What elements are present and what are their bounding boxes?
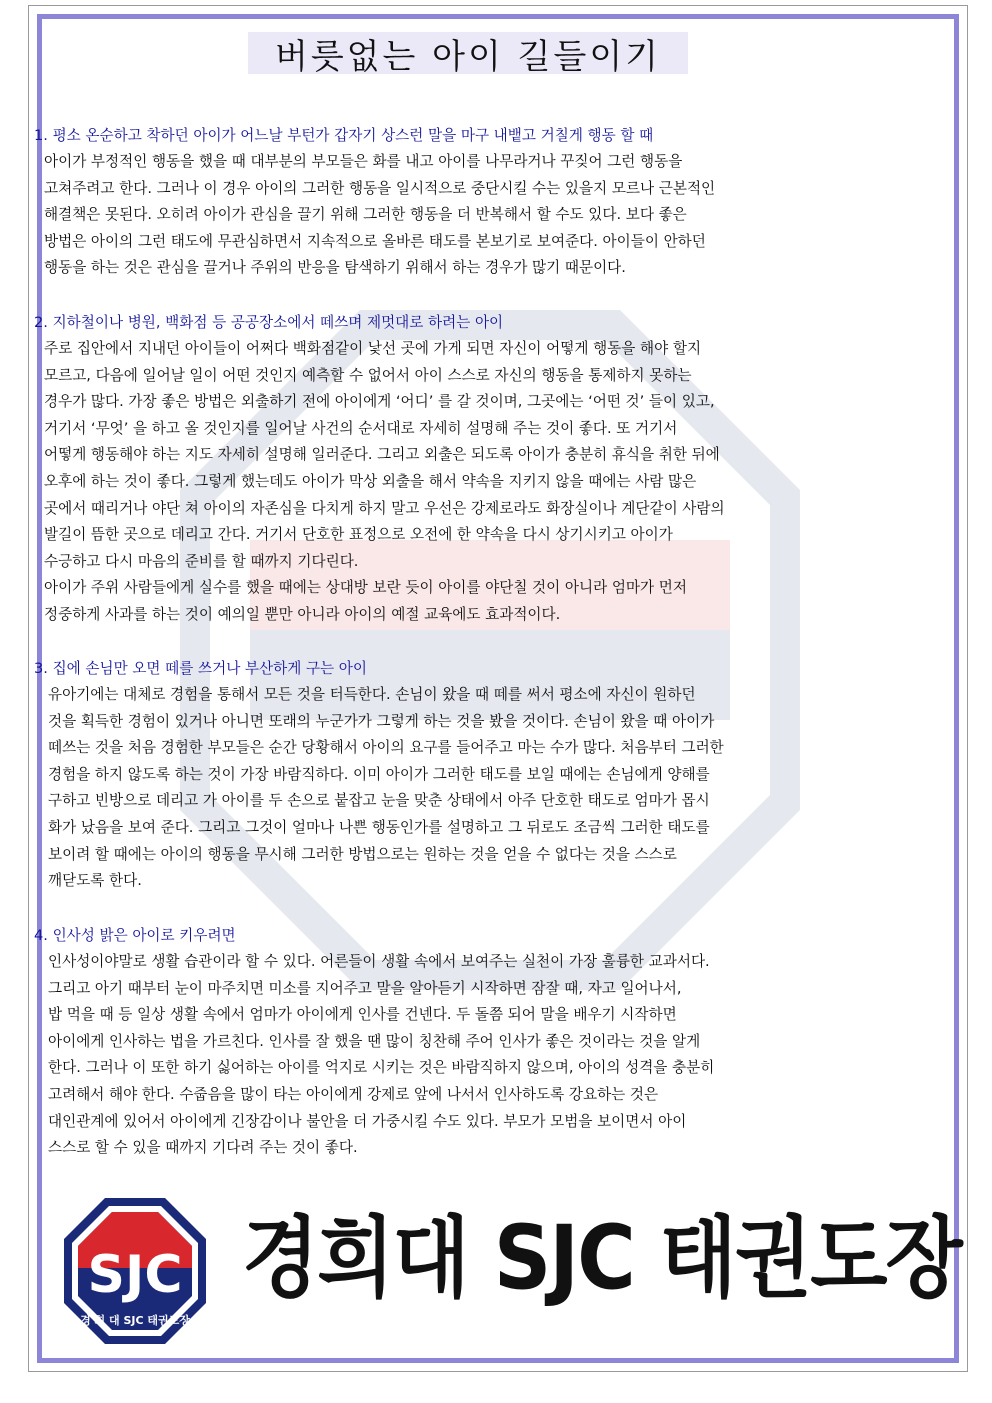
text-line: 것을 획득한 경험이 있거나 아니면 또래의 누군가가 그렇게 하는 것을 봤을 것이다. 손님이 왔을 때 아이가: [48, 712, 715, 730]
text-line: 유아기에는 대체로 경험을 통해서 모든 것을 터득한다. 손님이 왔을 때 떼를 써서 평소에 자신이 원하던: [48, 686, 696, 703]
section-heading: 1. 평소 온순하고 착하던 아이가 어느날 부턴가 갑자기 상스런 말을 마구 내뱉고 거칠게 행동 할 때: [34, 127, 654, 144]
section-heading: 2. 지하철이나 병원, 백화점 등 공공장소에서 떼쓰며 제멋대로 하려는 아이: [34, 314, 504, 331]
text-line: 어떻게 행동해야 하는 지도 자세히 설명해 일러준다. 그리고 외출은 되도록 아이가 충분히 휴식을 취한 뒤에: [44, 446, 720, 464]
text-line: 대인관계에 있어서 아이에게 긴장감이나 불안을 더 가중시킬 수도 있다. 부모가 모범을 보이면서 아이: [48, 1112, 687, 1130]
text-line: 그리고 아기 때부터 눈이 마주치면 미소를 지어주고 말을 알아듣기 시작하면 잠잘 때, 자고 일어나서,: [48, 979, 682, 997]
section-4: [34, 922, 914, 1162]
seal-letters: SJC: [87, 1245, 183, 1305]
text-line: 화가 났음을 보여 준다. 그리고 그것이 얼마나 나쁜 행동인가를 설명하고 그 뒤로도 조금씩 그러한 태도를: [48, 818, 710, 836]
text-line: 주로 집안에서 지내던 아이들이 어쩌다 백화점같이 낯선 곳에 가게 되면 자신이 어떻게 행동을 해야 할지: [44, 340, 702, 357]
text-line: 떼쓰는 것을 처음 경험한 부모들은 순간 당황해서 아이의 요구를 들어주고 마는 수가 많다. 처음부터 그러한: [48, 739, 724, 757]
text-line: 깨닫도록 한다.: [48, 872, 142, 890]
page-title: 버릇없는 아이 길들이기: [274, 36, 662, 77]
text-line: 밥 먹을 때 등 일상 생활 속에서 엄마가 아이에게 인사를 건넨다. 두 돌쯤 되어 말을 배우기 시작하면: [48, 1006, 677, 1024]
seal-caption: 경 희 대 SJC 태권도장: [80, 1314, 190, 1327]
text-line: 방법은 아이의 그런 태도에 무관심하면서 지속적으로 올바른 태도를 본보기로 보여준다. 아이들이 안하던: [44, 232, 706, 250]
section-paragraph: [48, 949, 914, 1162]
text-line: 구하고 빈방으로 데리고 가 아이를 두 손으로 붙잡고 눈을 맞춘 상태에서 아주 단호한 태도로 엄마가 몹시: [48, 792, 710, 810]
text-line: 보이려 할 때에는 아이의 행동을 무시해 그러한 방법으로는 원하는 것을 얻을 수 없다는 것을 스스로: [48, 845, 677, 863]
text-line: 고려해서 해야 한다. 수줍음을 많이 타는 아이에게 강제로 앞에 나서서 인사하도록 강요하는 것은: [48, 1085, 659, 1103]
text-line: 모르고, 다음에 일어날 일이 어떤 것인지 예측할 수 없어서 아이 스스로 자신의 행동을 통제하지 못하는: [44, 366, 692, 384]
text-line: 아이가 주위 사람들에게 실수를 했을 때에는 상대방 보란 듯이 아이를 야단칠 것이 아니라 엄마가 먼저: [44, 579, 687, 597]
section-paragraph: [44, 149, 914, 282]
section-heading: 3. 집에 손님만 오면 떼를 쓰거나 부산하게 구는 아이: [34, 660, 367, 677]
text-line: 정중하게 사과를 하는 것이 예의일 뿐만 아니라 아이의 예절 교육에도 효과적이다.: [44, 605, 561, 623]
text-line: 곳에서 때리거나 야단 쳐 아이의 자존심을 다치게 하지 말고 우선은 강제로라도 화장실이나 계단같이 사람의: [44, 499, 725, 517]
section-paragraph: [48, 682, 914, 895]
text-line: 행동을 하는 것은 관심을 끌거나 주위의 반응을 탐색하기 위해서 하는 경우가 많기 때문이다.: [44, 259, 626, 277]
title-box: [248, 32, 688, 77]
text-line: 경험을 하지 않도록 하는 것이 가장 바람직하다. 이미 아이가 그러한 태도를 보일 때에는 손님에게 양해를: [48, 765, 710, 783]
text-line: 수긍하고 다시 마음의 준비를 할 때까지 기다린다.: [44, 552, 359, 570]
section-1: [34, 122, 914, 282]
taekwondo-seal-icon: [62, 1196, 208, 1346]
text-line: 발길이 뜸한 곳으로 데리고 간다. 거기서 단호한 표정으로 오전에 한 약속을 다시 상기시키고 아이가: [44, 526, 673, 544]
section-paragraph: [44, 336, 914, 629]
text-line: 오후에 하는 것이 좋다. 그렇게 했는데도 아이가 막상 외출을 해서 약속을 지키지 않을 때에는 사람 많은: [44, 472, 697, 490]
section-2: [34, 309, 914, 629]
text-line: 아이가 부정적인 행동을 했을 때 대부분의 부모들은 화를 내고 아이를 나무라거나 꾸짖어 그런 행동을: [44, 153, 683, 170]
text-line: 인사성이야말로 생활 습관이라 할 수 있다. 어른들이 생활 속에서 보여주는 실천이 가장 훌륭한 교과서다.: [48, 953, 710, 970]
footer-logo: [52, 1190, 961, 1350]
text-line: 한다. 그러나 이 또한 하기 싫어하는 아이를 억지로 시키는 것은 바람직하지 않으며, 아이의 성격을 충분히: [48, 1059, 715, 1077]
text-line: 아이에게 인사하는 법을 가르친다. 인사를 잘 했을 땐 많이 칭찬해 주어 인사가 좋은 것이라는 것을 알게: [48, 1032, 701, 1050]
text-line: 거기서 ‘무엇’ 을 하고 올 것인지를 일어날 사건의 순서대로 자세히 설명해 주는 것이 좋다. 또 거기서: [44, 419, 678, 437]
text-line: 해결책은 못된다. 오히려 아이가 관심을 끌기 위해 그러한 행동을 더 반복해서 할 수도 있다. 보다 좋은: [44, 206, 687, 224]
section-heading: 4. 인사성 밝은 아이로 키우려면: [34, 927, 236, 944]
section-3: [34, 655, 914, 895]
text-line: 스스로 할 수 있을 때까지 기다려 주는 것이 좋다.: [48, 1139, 358, 1157]
logo-wordmark: 경희대 SJC 태권도장: [242, 1207, 961, 1310]
text-line: 고쳐주려고 한다. 그러나 이 경우 아이의 그러한 행동을 일시적으로 중단시킬 수는 있을지 모르나 근본적인: [44, 179, 716, 197]
text-line: 경우가 많다. 가장 좋은 방법은 외출하기 전에 아이에게 ‘어디’ 를 갈 것이며, 그곳에는 ‘어떤 것’ 들이 있고,: [44, 393, 715, 411]
